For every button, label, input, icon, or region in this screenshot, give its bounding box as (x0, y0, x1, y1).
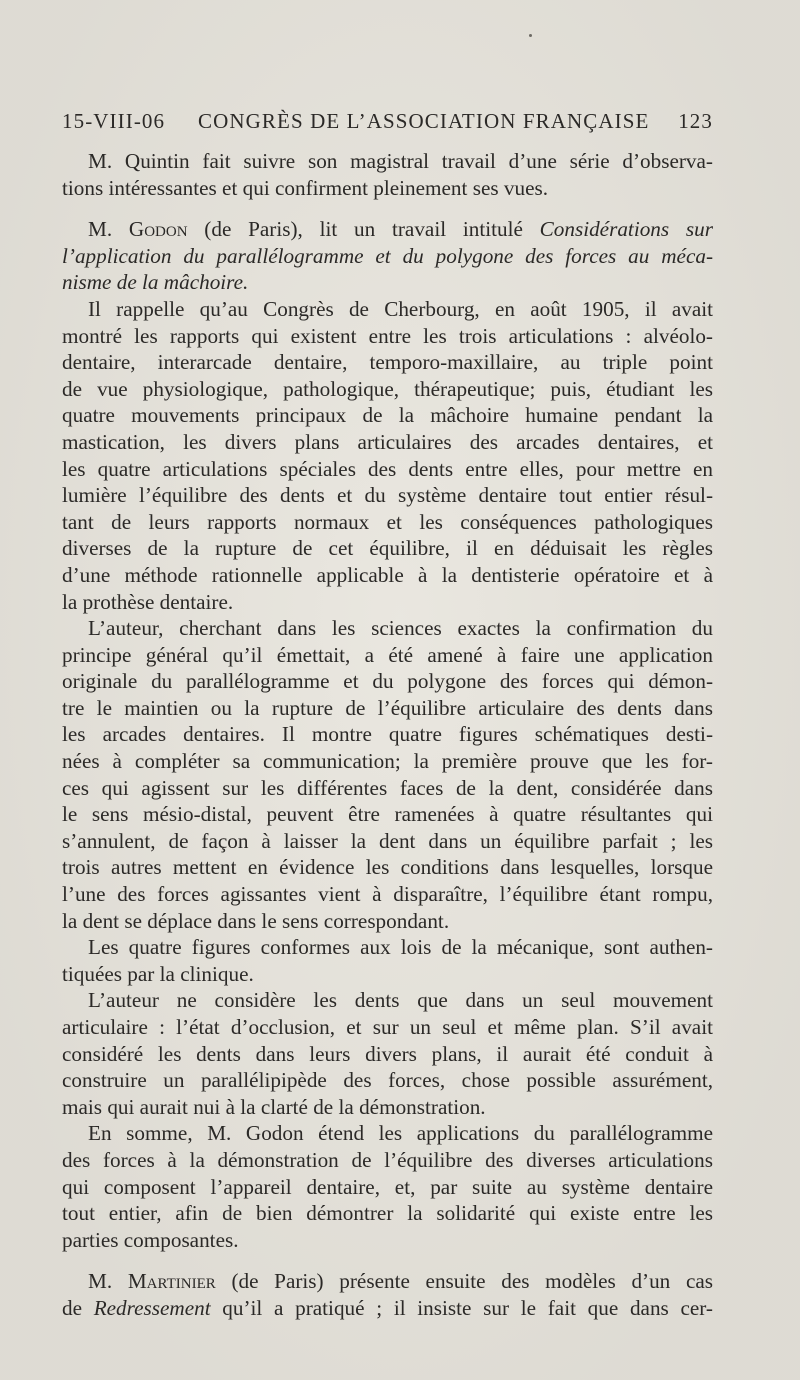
text-line: nisme de la mâchoire. (62, 270, 249, 295)
text-line: qui composent l’appareil dentaire, et, par suite au système dentaire (62, 1174, 713, 1199)
text-line: tiquées par la clinique. (62, 961, 254, 986)
text-line: tant de leurs rapports normaux et les conséquences pathologiques (62, 509, 713, 534)
text-line: L’auteur, cherchant dans les sciences exactes la confirmation du (88, 616, 713, 641)
text-line: ces qui agissent sur les différentes faces de la dent, considérée dans (62, 775, 713, 800)
text-line: construire un parallélipipède des forces, chose possible assurément, (62, 1068, 713, 1093)
speaker-name: M. Godon (88, 217, 188, 242)
text-line: s’annulent, de façon à laisser la dent dans un équilibre parfait ; les (62, 828, 713, 853)
text-line: quatre mouvements principaux de la mâchoire humaine pendant la (62, 403, 713, 428)
text-line: les arcades dentaires. Il montre quatre figures schématiques desti- (62, 722, 713, 747)
text-line: de vue physiologique, pathologique, thérapeutique; puis, étudiant les (62, 376, 713, 401)
text-line: les quatre articulations spéciales des dents entre elles, pour mettre en (62, 456, 713, 481)
text-line: considéré les dents dans leurs divers plans, il aurait été conduit à (62, 1041, 713, 1066)
text-line: L’auteur ne considère les dents que dans un seul mouvement (88, 988, 713, 1013)
paragraph-occlusion (62, 987, 713, 1120)
text-line: l’une des forces agissantes vient à disparaître, l’équilibre étant rompu, (62, 882, 713, 907)
paragraph-godon-title (62, 216, 713, 296)
text-line: lumière l’équilibre des dents et du système dentaire tout entier résul- (62, 483, 713, 508)
text-line: M. Quintin fait suivre son magistral travail d’une série d’observa- (88, 149, 713, 173)
text-line: la prothèse dentaire. (62, 589, 234, 614)
text-line: principe général qu’il émettait, a été amené à faire une application (62, 642, 713, 667)
header-title: CONGRÈS DE L’ASSOCIATION FRANÇAISE (198, 109, 650, 133)
text-line: dentaire, interarcade dentaire, temporo-maxillaire, au triple point (62, 350, 713, 375)
text-line: tre le maintien ou la rupture de l’équilibre articulaire des dents dans (62, 695, 713, 720)
paragraph-cherbourg (62, 296, 713, 615)
text-line: originale du parallélogramme et du polygone des forces qui démon- (62, 669, 713, 694)
text-line: En somme, M. Godon étend les applications du parallélogramme (88, 1121, 713, 1146)
paper-speck (529, 34, 532, 37)
text-line: la dent se déplace dans le sens correspondant. (62, 908, 450, 933)
text-line: mais qui aurait nui à la clarté de la démonstration. (62, 1094, 486, 1119)
text-line: diverses de la rupture de cet équilibre, il en déduisait les règles (62, 536, 713, 561)
page-number: 123 (678, 109, 713, 133)
text-line: M. Martinier (de Paris) présente ensuite des modèles d’un cas (88, 1269, 713, 1294)
text-line: articulaire : l’état d’occlusion, et sur un seul et même plan. S’il avait (62, 1015, 713, 1039)
text-line: le sens mésio-distal, peuvent être ramenées à quatre résultantes qui (62, 802, 713, 827)
text-line: mastication, les divers plans articulaires des arcades dentaires, et (62, 429, 713, 454)
text-line: trois autres mettent en évidence les conditions dans lesquelles, lorsque (62, 855, 713, 880)
text-line: Il rappelle qu’au Congrès de Cherbourg, en août 1905, il avait (88, 296, 713, 321)
text-line: tout entier, afin de bien démontrer la solidarité qui existe entre les (62, 1201, 713, 1226)
paragraph-auteur-figures (62, 615, 713, 934)
paragraph-figures-conformes (62, 934, 713, 987)
text-line: Les quatre figures conformes aux lois de la mécanique, sont authen- (88, 935, 713, 960)
paragraph-martinier (62, 1268, 713, 1321)
paragraph-en-somme (62, 1120, 713, 1253)
text-line: l’application du parallélogramme et du polygone des forces au méca- (62, 243, 713, 268)
text-line: d’une méthode rationnelle applicable à la dentisterie opératoire et à (62, 562, 713, 587)
text-line: des forces à la démonstration de l’équilibre des diverses articulations (62, 1147, 713, 1172)
text-line: de Redressement qu’il a pratiqué ; il insiste sur le fait que dans cer- (62, 1295, 713, 1320)
header-date: 15-VIII-06 (62, 109, 166, 133)
running-header (62, 106, 713, 136)
body-text (62, 148, 713, 1322)
text-line: montré les rapports qui existent entre les trois articulations : alvéolo- (62, 323, 713, 348)
text-line: M. Godon (de Paris), lit un travail intitulé Considérations sur (88, 217, 713, 242)
paragraph-quintin (62, 148, 713, 201)
text-line: parties composantes. (62, 1227, 239, 1252)
text-line: nées à compléter sa communication; la première prouve que les for- (62, 749, 713, 774)
text-line: tions intéressantes et qui confirment pleinement ses vues. (62, 175, 549, 200)
